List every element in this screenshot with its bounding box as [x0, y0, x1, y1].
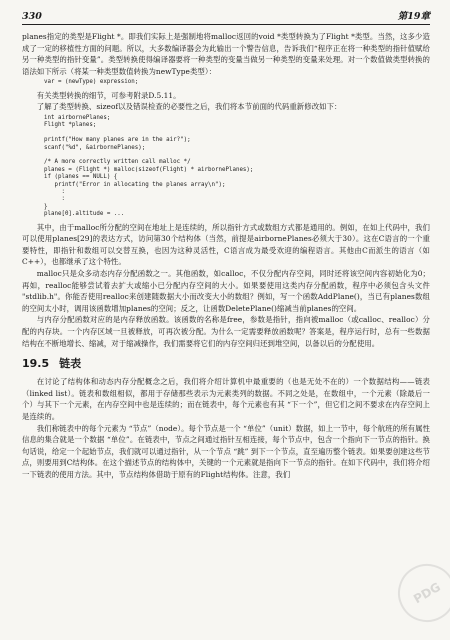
- page-number: 330: [22, 11, 42, 22]
- watermark-stamp: PDG: [387, 553, 450, 632]
- paragraph-4: 其中，由于malloc所分配的空间在地址上是连续的，所以指针方式或数组方式都是通用的。例如，在如上代码中，我们可以使用planes[29]的表达方式，访问第30个结构体（当然，前提是airbornePlanes必须大于30）。这在C语言的一个重要特性，即指针和数组可以交替互换，也因为这种灵活性，C语言成为最受欢迎的编程语言。其他由C而派生的语言（如C++），也都继承了这个特性。: [22, 222, 430, 267]
- paragraph-6: 与内存分配函数对应的是内存释放函数。该函数的名称是free，参数是指针，指向被malloc（或calloc、realloc）分配的内存块。一个内存区域一旦被释放，可再次被分配。为什么一定需要释放函数呢？答案是，程序运行时，总有一些数据结构在不断地增长、缩减，对于缩减操作，我们需要将它们的内存空间归还到堆空间，以备以后的分配使用。: [22, 315, 430, 348]
- chapter-label: 第19章: [397, 11, 430, 22]
- section-title: 链表: [59, 357, 82, 371]
- code-block-malloc: int airbornePlanes; Flight *planes; printf("How many planes are in the air?"); scanf("%d", &airbornePlanes); /* A more correctly written call malloc */ planes = (Flight *) malloc(sizeof(Flight) * airbornePlanes); if (planes == NULL) { printf("Error in allocating the planes array\n"); : : } plane[0].altitude = ...: [44, 114, 254, 218]
- paragraph-1: planes指定的类型是Flight *。即我们实际上是强制地将malloc返回的void *类型转换为了Flight *类型。当然，这多少造成了一定的移植性方面的问题。所以，大多数编译器会为此输出一个警告信息，告诉我们“程序正在将一种类型的指针值赋给另一种类型的指针变量”。类型转换使得编译器要将一种类型的变量当做另一种类型的变量来处理。对一个数值做类型转换的语法如下所示（将某一种类型数值转换为newType类型）：: [22, 32, 430, 76]
- paragraph-2: 有关类型转换的细节，可参考附录D.5.11。: [36, 90, 181, 100]
- page: [22, 8, 430, 481]
- paragraph-3: 了解了类型转换、sizeof以及错误检查的必要性之后，我们将本节前面的代码重新修改如下：: [36, 102, 342, 112]
- section-heading: [22, 355, 430, 371]
- paragraph-5: malloc只是众多动态内存分配函数之一。其他函数，如calloc，不仅分配内存空间，同时还将该空间内容初始化为0；再如，realloc能够尝试着去扩大或缩小已分配内存空间的大小。如果要使用这类内存分配函数，程序中必须包含头文件 "stdlib.h"。你能否使用realloc来创建随数据大小而改变大小的数组？例如，写一个函数AddPlane()，当已有planes数组的空间太小时，调用该函数增加planes的空间；反之，让函数DeletePlane()缩减当前planes的空间。: [22, 269, 430, 313]
- paragraph-7: 在讨论了结构体和动态内存分配概念之后，我们将介绍计算机中最重要的（也是无处不在的）一个数据结构——链表（linked list）。链表和数组相似，都用于存储那些表示为元素类列的数据。不同之处是，在数组中，一个元素（除最后一个）与其下一个元素，在内存空间中也是连续的；而在链表中，每个元素也有其 “下一个”，但它们之间不要求在内存空间上是连续的。: [22, 377, 430, 421]
- paragraph-8: 我们称链表中的每个元素为 “节点”（node）。每个节点是一个 “单位”（unit）数据，如上一节中，每个航班的所有属性信息的集合就是一个数据 “单位”。在链表中，节点之间通过指针互相连接，每个节点中，包含一个指向下一节点的指针。换句话说，给定一个起始节点，我们就可以通过指针，从一个节点 “跳” 到下一个节点，直至遍历整个链表。如果要创建这些节点，则要用到C结构体。在这个描述节点的结构体中，关键的一个元素就是指向下一节点的指针。在如下代码中，我们将介绍一下链表的使用方法。其中，节点结构体借助于原有的Flight结构体。注意，我们: [22, 423, 430, 479]
- page-header: [22, 8, 430, 25]
- section-number: 19.5: [22, 357, 50, 371]
- code-block-cast-syntax: var = (newType) expression;: [44, 79, 139, 86]
